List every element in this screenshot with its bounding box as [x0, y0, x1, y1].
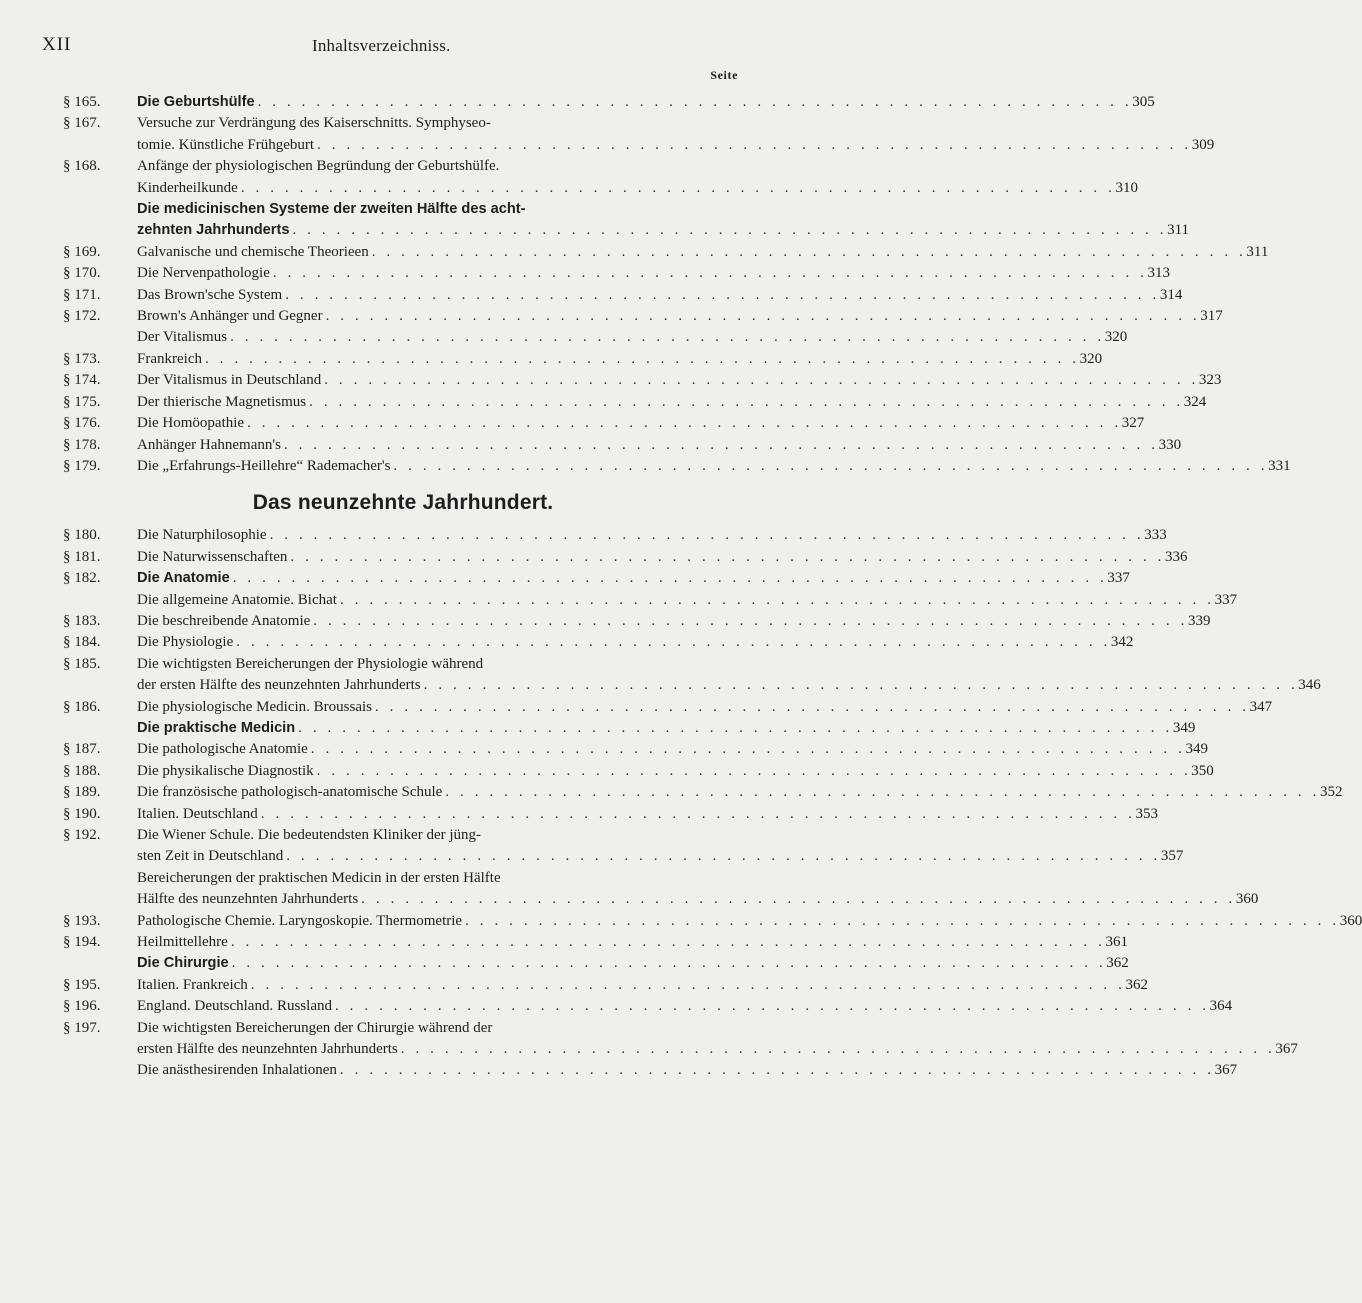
toc-entry: [63, 113, 1215, 156]
dot-leader: . . . . . . . . . . . . . . . . . . . . . . . . . . . . . . . . . . . . . . . . . . . . . . . . . . . . . . . . . . . .: [204, 350, 1080, 367]
entry-title: Der thierische Magnetismus: [137, 393, 307, 410]
entry-title: Die beschreibende Anatomie: [137, 612, 311, 629]
dot-leader: . . . . . . . . . . . . . . . . . . . . . . . . . . . . . . . . . . . . . . . . . . . . . . . . . . . . . . . . . . . .: [240, 179, 1116, 196]
entry-title: Die Nervenpathologie: [137, 265, 270, 282]
dot-leader: . . . . . . . . . . . . . . . . . . . . . . . . . . . . . . . . . . . . . . . . . . . . . . . . . . . . . . . . . . . .: [310, 741, 1186, 758]
page-number: XII: [42, 34, 72, 55]
entry-title: Die pathologische Anatomie: [137, 741, 308, 758]
dot-leader: . . . . . . . . . . . . . . . . . . . . . . . . . . . . . . . . . . . . . . . . . . . . . . . . . . . . . . . . . . . .: [298, 719, 1173, 736]
section-number: § 179.: [63, 457, 101, 474]
dot-leader: . . . . . . . . . . . . . . . . . . . . . . . . . . . . . . . . . . . . . . . . . . . . . . . . . . . . . . . . . . . .: [231, 955, 1107, 972]
running-head: [42, 34, 740, 60]
toc-entry: [63, 1060, 1238, 1081]
toc-entry: [63, 654, 1321, 697]
dot-leader: . . . . . . . . . . . . . . . . . . . . . . . . . . . . . . . . . . . . . . . . . . . . . . . . . . . . . . . . . . . .: [393, 457, 1269, 474]
toc-entry: [63, 611, 1211, 632]
toc-section-eighteenth-century: [63, 92, 1291, 477]
section-number: § 176.: [63, 415, 101, 432]
dot-leader: . . . . . . . . . . . . . . . . . . . . . . . . . . . . . . . . . . . . . . . . . . . . . . . . . . . . . . . . . . . .: [371, 243, 1247, 260]
toc-entry: [63, 975, 1148, 996]
entry-title: Frankreich: [137, 350, 202, 367]
entry-title: Pathologische Chemie. Laryngoskopie. Thermometrie: [137, 912, 463, 929]
entry-title: Die physikalische Diagnostik: [137, 762, 314, 779]
page-ref: 311: [1246, 243, 1269, 260]
toc-entry: [63, 370, 1222, 391]
page-ref: 317: [1200, 308, 1223, 325]
page-ref: 353: [1135, 805, 1158, 822]
entry-title: Die medicinischen Systeme der zweiten Hälfte des acht-: [137, 201, 526, 218]
entry-title: Die Naturphilosophie: [137, 527, 267, 544]
entry-title: Die anästhesirenden Inhalationen: [137, 1062, 337, 1079]
page-ref: 347: [1249, 698, 1273, 715]
entry-title: Die Homöopathie: [137, 415, 245, 432]
entry-title: Die Naturwissenschaften: [137, 548, 288, 565]
dot-leader: . . . . . . . . . . . . . . . . . . . . . . . . . . . . . . . . . . . . . . . . . . . . . . . . . . . . . . . . . . . .: [292, 222, 1168, 239]
dot-leader: . . . . . . . . . . . . . . . . . . . . . . . . . . . . . . . . . . . . . . . . . . . . . . . . . . . . . . . . . . . .: [290, 548, 1166, 565]
entry-title: Die Wiener Schule. Die bedeutendsten Kliniker der jüng-: [137, 827, 482, 843]
dot-leader: . . . . . . . . . . . . . . . . . . . . . . . . . . . . . . . . . . . . . . . . . . . . . . . . . . . . . . . . . . . .: [247, 415, 1122, 432]
page-ref: 314: [1159, 286, 1183, 303]
toc-entry: [63, 804, 1158, 825]
entry-title: tomie. Künstliche Frühgeburt: [137, 136, 315, 153]
section-number: § 190.: [63, 805, 101, 822]
section-number: § 167.: [63, 115, 101, 132]
toc-entry: [63, 306, 1223, 327]
toc-entry: [63, 590, 1238, 611]
page-ref: 324: [1183, 393, 1207, 410]
dot-leader: . . . . . . . . . . . . . . . . . . . . . . . . . . . . . . . . . . . . . . . . . . . . . . . . . . . . . . . . . . . .: [334, 998, 1210, 1015]
page-ref: 346: [1298, 677, 1321, 694]
entry-title: Brown's Anhänger und Gegner: [137, 308, 323, 325]
page-ref: 323: [1198, 372, 1222, 389]
entry-title: Hälfte des neunzehnten Jahrhunderts: [137, 891, 359, 908]
dot-leader: . . . . . . . . . . . . . . . . . . . . . . . . . . . . . . . . . . . . . . . . . . . . . . . . . . . . . . . . . . . .: [316, 762, 1192, 779]
dot-leader: . . . . . . . . . . . . . . . . . . . . . . . . . . . . . . . . . . . . . . . . . . . . . . . . . . . . . . . . . . . .: [339, 1062, 1215, 1079]
page-ref: 311: [1167, 222, 1190, 239]
toc-entry: [63, 285, 1183, 306]
chapter-heading: Das neunzehnte Jahrhundert.: [252, 491, 554, 515]
entry-title: sten Zeit in Deutschland: [137, 848, 284, 865]
dot-leader: . . . . . . . . . . . . . . . . . . . . . . . . . . . . . . . . . . . . . . . . . . . . . . . . . . . . . . . . . . . .: [317, 136, 1192, 153]
toc-entry: [63, 953, 1129, 974]
toc-entry: [63, 349, 1103, 370]
page-ref: 360: [1235, 891, 1259, 908]
page-ref: 367: [1214, 1062, 1238, 1079]
section-number: § 185.: [63, 655, 101, 672]
toc-entry: [63, 932, 1128, 953]
section-number: § 180.: [63, 527, 101, 544]
toc-entry: [63, 392, 1207, 413]
page-ref: 342: [1110, 634, 1134, 651]
toc-entry: [63, 547, 1188, 568]
section-number: § 175.: [63, 393, 101, 410]
page-ref: 320: [1079, 350, 1103, 367]
toc-entry: [63, 263, 1171, 284]
section-number: § 195.: [63, 976, 101, 993]
entry-title: Heilmittellehre: [137, 934, 228, 951]
toc-entry: [63, 911, 1362, 932]
section-number: § 172.: [63, 308, 101, 325]
entry-title: Die Physiologie: [137, 634, 234, 651]
page-ref: 349: [1172, 719, 1196, 736]
section-number: § 173.: [63, 350, 101, 367]
page-column-label: Seite: [710, 68, 738, 82]
entry-title: Die wichtigsten Bereicherungen der Physiologie während: [137, 655, 484, 672]
section-number: § 182.: [63, 570, 101, 587]
page-ref: 337: [1107, 570, 1130, 587]
dot-leader: . . . . . . . . . . . . . . . . . . . . . . . . . . . . . . . . . . . . . . . . . . . . . . . . . . . . . . . . . . . .: [324, 372, 1199, 389]
toc-entry: [63, 327, 1128, 348]
section-number: § 187.: [63, 741, 101, 758]
page-ref: 362: [1125, 976, 1148, 993]
dot-leader: . . . . . . . . . . . . . . . . . . . . . . . . . . . . . . . . . . . . . . . . . . . . . . . . . . . . . . . . . . . .: [423, 677, 1299, 694]
entry-title: England. Deutschland. Russland: [137, 998, 332, 1015]
entry-title: Kinderheilkunde: [137, 179, 238, 196]
page-ref: 339: [1187, 612, 1211, 629]
toc-entry: [63, 718, 1196, 739]
toc-entry: [63, 825, 1184, 868]
section-number: § 188.: [63, 762, 101, 779]
entry-title: Der Vitalismus in Deutschland: [137, 372, 322, 389]
section-number: § 186.: [63, 698, 101, 715]
section-number: § 184.: [63, 634, 101, 651]
section-number: § 183.: [63, 612, 101, 629]
page-ref: 337: [1214, 591, 1238, 608]
toc-entry: [63, 761, 1214, 782]
page-ref: 336: [1165, 548, 1188, 565]
dot-leader: . . . . . . . . . . . . . . . . . . . . . . . . . . . . . . . . . . . . . . . . . . . . . . . . . . . . . . . . . . . .: [283, 436, 1159, 453]
dot-leader: . . . . . . . . . . . . . . . . . . . . . . . . . . . . . . . . . . . . . . . . . . . . . . . . . . . . . . . . . . . .: [272, 265, 1148, 282]
dot-leader: . . . . . . . . . . . . . . . . . . . . . . . . . . . . . . . . . . . . . . . . . . . . . . . . . . . . . . . . . . . .: [236, 634, 1111, 651]
section-number: § 194.: [63, 934, 101, 951]
entry-title: Italien. Deutschland: [137, 805, 258, 822]
dot-leader: . . . . . . . . . . . . . . . . . . . . . . . . . . . . . . . . . . . . . . . . . . . . . . . . . . . . . . . . . . . .: [230, 329, 1105, 346]
entry-title: Galvanische und chemische Theorieen: [137, 243, 369, 260]
entry-title: Die wichtigsten Bereicherungen der Chirurgie während der: [137, 1019, 493, 1036]
page-ref: 333: [1144, 527, 1167, 544]
dot-leader: . . . . . . . . . . . . . . . . . . . . . . . . . . . . . . . . . . . . . . . . . . . . . . . . . . . . . . . . . . . .: [361, 891, 1236, 908]
section-number: § 178.: [63, 436, 101, 453]
entry-title: Versuche zur Verdrängung des Kaiserschnitts. Symphyseo-: [137, 115, 491, 132]
dot-leader: . . . . . . . . . . . . . . . . . . . . . . . . . . . . . . . . . . . . . . . . . . . . . . . . . . . . . . . . . . . .: [313, 612, 1188, 629]
page-ref: 330: [1158, 436, 1182, 453]
toc-entry: [63, 632, 1134, 653]
table-of-contents: [63, 92, 1362, 1082]
dot-leader: . . . . . . . . . . . . . . . . . . . . . . . . . . . . . . . . . . . . . . . . . . . . . . . . . . . . . . . . . . . .: [269, 527, 1145, 544]
dot-leader: . . . . . . . . . . . . . . . . . . . . . . . . . . . . . . . . . . . . . . . . . . . . . . . . . . . . . . . . . . . .: [465, 912, 1340, 929]
entry-title: Die französische pathologisch-anatomische Schule: [137, 784, 443, 801]
dot-leader: . . . . . . . . . . . . . . . . . . . . . . . . . . . . . . . . . . . . . . . . . . . . . . . . . . . . . . . . . . . .: [260, 805, 1136, 822]
dot-leader: . . . . . . . . . . . . . . . . . . . . . . . . . . . . . . . . . . . . . . . . . . . . . . . . . . . . . . . . . . . .: [286, 848, 1161, 865]
toc-entry: [63, 413, 1145, 434]
page-ref: 357: [1160, 848, 1184, 865]
toc-entry: [63, 456, 1291, 477]
page-ref: 310: [1115, 179, 1138, 196]
toc-entry: [63, 242, 1269, 263]
page-ref: 361: [1105, 934, 1128, 951]
toc-entry: [63, 739, 1208, 760]
entry-title: Die „Erfahrungs-Heillehre“ Rademacher's: [137, 457, 391, 474]
dot-leader: . . . . . . . . . . . . . . . . . . . . . . . . . . . . . . . . . . . . . . . . . . . . . . . . . . . . . . . . . . . .: [257, 94, 1133, 110]
page-ref: 352: [1319, 784, 1343, 801]
toc-entry: [63, 782, 1343, 803]
page-ref: 320: [1104, 329, 1128, 346]
section-number: § 170.: [63, 265, 101, 282]
toc-section-nineteenth-century: [63, 525, 1362, 1082]
page-ref: 367: [1275, 1041, 1298, 1058]
page-ref: 305: [1132, 94, 1155, 110]
toc-entry: [63, 1018, 1298, 1061]
entry-title: Der Vitalismus: [137, 329, 228, 346]
entry-title: Die physiologische Medicin. Broussais: [137, 698, 372, 715]
toc-entry: [63, 568, 1130, 589]
toc-entry: [63, 525, 1167, 546]
section-number: § 196.: [63, 998, 101, 1015]
dot-leader: . . . . . . . . . . . . . . . . . . . . . . . . . . . . . . . . . . . . . . . . . . . . . . . . . . . . . . . . . . . .: [285, 286, 1160, 303]
entry-title: Anhänger Hahnemann's: [137, 436, 281, 453]
entry-title: Das Brown'sche System: [137, 286, 283, 303]
page-ref: 313: [1147, 265, 1171, 282]
page-ref: 364: [1209, 998, 1233, 1015]
section-number: § 168.: [63, 158, 101, 175]
section-number: § 193.: [63, 912, 101, 929]
section-number: § 181.: [63, 548, 101, 565]
page-ref: 360: [1339, 912, 1362, 929]
page-ref: 349: [1185, 741, 1208, 758]
dot-leader: . . . . . . . . . . . . . . . . . . . . . . . . . . . . . . . . . . . . . . . . . . . . . . . . . . . . . . . . . . . .: [309, 393, 1184, 410]
toc-entry: [63, 199, 1190, 242]
entry-title: Die allgemeine Anatomie. Bichat: [137, 591, 337, 608]
dot-leader: . . . . . . . . . . . . . . . . . . . . . . . . . . . . . . . . . . . . . . . . . . . . . . . . . . . . . . . . . . . .: [325, 308, 1201, 325]
section-number: § 197.: [63, 1019, 101, 1036]
dot-leader: . . . . . . . . . . . . . . . . . . . . . . . . . . . . . . . . . . . . . . . . . . . . . . . . . . . . . . . . . . . .: [445, 784, 1320, 801]
section-number: § 169.: [63, 243, 101, 260]
page-ref: 362: [1106, 955, 1129, 972]
entry-title: der ersten Hälfte des neunzehnten Jahrhunderts: [137, 677, 421, 694]
page-ref: 350: [1191, 762, 1214, 779]
section-number: § 174.: [63, 372, 101, 389]
toc-entry: [63, 868, 1259, 911]
toc-entry: [63, 697, 1273, 718]
toc-entry: [63, 996, 1233, 1017]
entry-title: Die praktische Medicin: [137, 719, 296, 736]
dot-leader: . . . . . . . . . . . . . . . . . . . . . . . . . . . . . . . . . . . . . . . . . . . . . . . . . . . . . . . . . . . .: [230, 934, 1106, 951]
section-number: § 171.: [63, 286, 101, 303]
dot-leader: . . . . . . . . . . . . . . . . . . . . . . . . . . . . . . . . . . . . . . . . . . . . . . . . . . . . . . . . . . . .: [374, 698, 1250, 715]
entry-title: Die Geburtshülfe: [137, 94, 255, 110]
dot-leader: . . . . . . . . . . . . . . . . . . . . . . . . . . . . . . . . . . . . . . . . . . . . . . . . . . . . . . . . . . . .: [339, 591, 1215, 608]
entry-title: zehnten Jahrhunderts: [137, 222, 290, 239]
entry-title: Italien. Frankreich: [137, 976, 248, 993]
dot-leader: . . . . . . . . . . . . . . . . . . . . . . . . . . . . . . . . . . . . . . . . . . . . . . . . . . . . . . . . . . . .: [400, 1041, 1276, 1058]
entry-title: Die Chirurgie: [137, 955, 229, 972]
page-ref: 309: [1191, 136, 1215, 153]
running-title: Inhaltsverzeichniss.: [312, 36, 451, 55]
toc-entry: [63, 435, 1182, 456]
section-number: § 189.: [63, 784, 101, 801]
entry-title: ersten Hälfte des neunzehnten Jahrhunderts: [137, 1041, 398, 1058]
section-number: § 165.: [63, 94, 101, 110]
entry-title: Anfänge der physiologischen Begründung der Geburtshülfe.: [137, 158, 500, 175]
entry-title: Die Anatomie: [137, 570, 230, 587]
dot-leader: . . . . . . . . . . . . . . . . . . . . . . . . . . . . . . . . . . . . . . . . . . . . . . . . . . . . . . . . . . . .: [250, 976, 1126, 993]
dot-leader: . . . . . . . . . . . . . . . . . . . . . . . . . . . . . . . . . . . . . . . . . . . . . . . . . . . . . . . . . . . .: [232, 570, 1108, 587]
page-ref: 331: [1268, 457, 1291, 474]
entry-title: Bereicherungen der praktischen Medicin in der ersten Hälfte: [137, 869, 501, 886]
toc-entry: [63, 156, 1138, 199]
page-ref: 327: [1121, 415, 1145, 432]
section-number: § 192.: [63, 827, 101, 843]
toc-entry: [63, 92, 1155, 113]
